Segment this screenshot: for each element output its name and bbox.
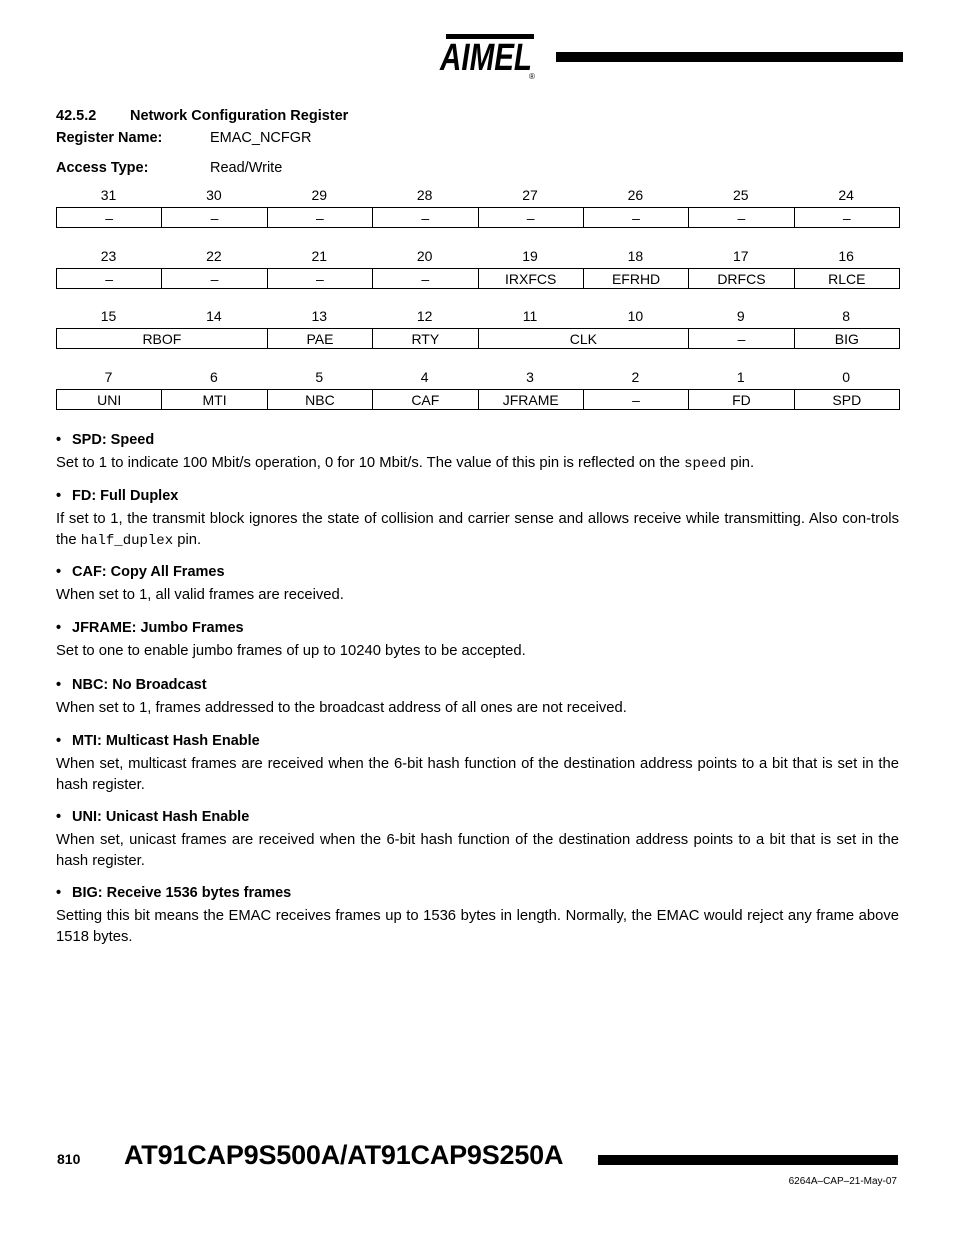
register-name-row: [56, 130, 312, 146]
document-id: 6264A–CAP–21-May-07: [788, 1176, 897, 1187]
bit-number: 8: [842, 308, 851, 324]
description-text: If set to 1, the transmit block ignores the state of collision and carrier sense and allows receive while transmitting. Also con-trols the: [56, 511, 899, 548]
bit-number: 31: [100, 187, 117, 203]
field-description: [56, 619, 899, 662]
description-text: When set, unicast frames are received when the 6-bit hash function of the destination address points to a bit that is set in the hash register.: [56, 832, 899, 869]
access-type-label: Access Type:: [56, 160, 149, 176]
bullet-icon: •: [56, 620, 62, 636]
bit-number: 6: [209, 369, 218, 385]
bit-number: 28: [416, 187, 433, 203]
field-title-text: FD: Full Duplex: [72, 488, 179, 504]
bullet-icon: •: [56, 488, 62, 504]
field-description: [56, 732, 899, 796]
bit-number: 30: [206, 187, 222, 203]
description-text: When set, multicast frames are received when the 6-bit hash function of the destination address points to a bit that is set in the hash register.: [56, 756, 899, 793]
field-description: [56, 884, 899, 948]
bit-number: 2: [631, 369, 640, 385]
register-field: RBOF: [57, 329, 268, 349]
field-description: [56, 808, 899, 872]
field-title-text: JFRAME: Jumbo Frames: [72, 620, 244, 636]
field-title-text: BIG: Receive 1536 bytes frames: [72, 885, 292, 901]
field-description-text: [56, 453, 899, 475]
access-type-row: [56, 160, 282, 176]
bit-number: 3: [526, 369, 534, 385]
bullet-icon: •: [56, 733, 62, 749]
register-row: [56, 248, 899, 287]
document-title: AT91CAP9S500A/AT91CAP9S250A: [124, 1140, 564, 1170]
register-field: –: [373, 269, 478, 289]
description-text: pin.: [726, 455, 755, 471]
field-description-title: [56, 619, 899, 637]
section-title: Network Configuration Register: [130, 108, 349, 124]
bit-number: 26: [627, 187, 644, 203]
field-title-text: MTI: Multicast Hash Enable: [72, 733, 260, 749]
bit-numbers: [56, 369, 899, 387]
description-text: Setting this bit means the EMAC receives frames up to 1536 bytes in length. Normally, the EMAC would reject any frame above 1518 bytes.: [56, 908, 899, 945]
bit-number: 1: [736, 369, 745, 385]
field-title-text: SPD: Speed: [72, 432, 155, 448]
bit-number: 18: [627, 248, 644, 264]
description-text: Set to 1 to indicate 100 Mbit/s operation, 0 for 10 Mbit/s. The value of this pin is reflected on the: [56, 455, 685, 471]
bit-number: 23: [100, 248, 117, 264]
register-field: –: [583, 390, 688, 410]
register-row: [56, 369, 899, 408]
field-description: [56, 676, 899, 719]
bullet-icon: •: [56, 677, 62, 693]
register-field: –: [267, 208, 372, 228]
bullet-icon: •: [56, 564, 62, 580]
register-field: –: [57, 269, 162, 289]
description-text: Set to one to enable jumbo frames of up to 10240 bytes to be accepted.: [56, 643, 526, 659]
register-field: –: [162, 208, 267, 228]
atmel-logo: [438, 30, 538, 82]
bullet-icon: •: [56, 885, 62, 901]
signal-name: half_duplex: [80, 533, 174, 549]
field-description-text: [56, 754, 899, 796]
register-fields: [56, 268, 900, 289]
register-field: CLK: [478, 329, 689, 349]
bit-number: 14: [206, 308, 222, 324]
bit-number: 15: [100, 308, 117, 324]
field-description-title: [56, 884, 899, 902]
bit-number: 22: [206, 248, 222, 264]
register-field: DRFCS: [689, 269, 794, 289]
bit-number: 0: [842, 369, 851, 385]
register-field: MTI: [162, 390, 267, 410]
field-description-text: [56, 509, 899, 552]
bit-number: 11: [522, 308, 538, 324]
register-field: UNI: [57, 390, 162, 410]
bit-number: 12: [416, 308, 433, 324]
bullet-icon: •: [56, 432, 62, 448]
bit-number: 19: [522, 248, 538, 264]
bit-number: 20: [416, 248, 433, 264]
field-description-title: [56, 431, 899, 449]
register-field: FD: [689, 390, 794, 410]
bit-number: 17: [732, 248, 749, 264]
register-field: –: [267, 269, 372, 289]
description-text: When set to 1, all valid frames are received.: [56, 587, 344, 603]
section-number: 42.5.2: [56, 108, 97, 124]
field-description-text: [56, 830, 899, 872]
bit-number: 13: [311, 308, 328, 324]
bit-number: 21: [311, 248, 328, 264]
register-fields: [56, 328, 900, 349]
bit-numbers: [56, 308, 899, 326]
bit-number: 25: [732, 187, 749, 203]
bit-number: 16: [838, 248, 854, 264]
description-text: pin.: [173, 532, 202, 548]
footer-rule: [598, 1155, 898, 1165]
bullet-icon: •: [56, 809, 62, 825]
field-description-title: [56, 732, 899, 750]
field-title-text: UNI: Unicast Hash Enable: [72, 809, 250, 825]
register-field: –: [57, 208, 162, 228]
register-field: RLCE: [794, 269, 899, 289]
register-row: [56, 187, 899, 226]
bit-numbers: [56, 248, 899, 266]
register-field: RTY: [373, 329, 478, 349]
field-description-text: [56, 906, 899, 948]
bit-number: 7: [104, 369, 113, 385]
field-description-title: [56, 487, 899, 505]
register-field: SPD: [794, 390, 899, 410]
svg-text:®: ®: [529, 72, 535, 81]
register-field: EFRHD: [583, 269, 688, 289]
field-title-text: CAF: Copy All Frames: [72, 564, 225, 580]
register-field: BIG: [794, 329, 899, 349]
field-title-text: NBC: No Broadcast: [72, 677, 207, 693]
field-description-title: [56, 676, 899, 694]
register-field: CAF: [373, 390, 478, 410]
access-type-value: Read/Write: [210, 160, 283, 176]
bit-number: 27: [522, 187, 538, 203]
bit-number: 9: [736, 308, 745, 324]
svg-text:AIMEL: AIMEL: [439, 37, 532, 79]
register-field: –: [794, 208, 899, 228]
register-field: NBC: [267, 390, 372, 410]
register-field: –: [478, 208, 583, 228]
field-description-title: [56, 808, 899, 826]
register-row: [56, 308, 899, 347]
register-field: –: [689, 329, 794, 349]
field-description-text: [56, 585, 899, 606]
register-field: PAE: [267, 329, 372, 349]
field-description: [56, 431, 899, 475]
bit-numbers: [56, 187, 899, 205]
header-rule: [556, 52, 903, 62]
bit-number: 10: [627, 308, 644, 324]
description-text: When set to 1, frames addressed to the broadcast address of all ones are not received.: [56, 700, 627, 716]
register-field: –: [583, 208, 688, 228]
bit-number: 5: [315, 369, 324, 385]
register-field: IRXFCS: [478, 269, 583, 289]
field-description-text: [56, 641, 899, 662]
page-number: 810: [57, 1151, 81, 1167]
bit-number: 29: [311, 187, 328, 203]
register-field: JFRAME: [478, 390, 583, 410]
bit-number: 4: [420, 369, 429, 385]
field-description-title: [56, 563, 899, 581]
register-field: –: [162, 269, 267, 289]
field-description: [56, 487, 899, 552]
register-name-value: EMAC_NCFGR: [210, 130, 312, 146]
signal-name: speed: [684, 456, 727, 472]
register-name-label: Register Name:: [56, 130, 163, 146]
register-fields: [56, 207, 900, 228]
bit-number: 24: [838, 187, 854, 203]
register-field: –: [689, 208, 794, 228]
section-heading: [56, 108, 348, 124]
field-description-text: [56, 698, 899, 719]
register-fields: [56, 389, 900, 410]
register-field: –: [373, 208, 478, 228]
field-description: [56, 563, 899, 606]
